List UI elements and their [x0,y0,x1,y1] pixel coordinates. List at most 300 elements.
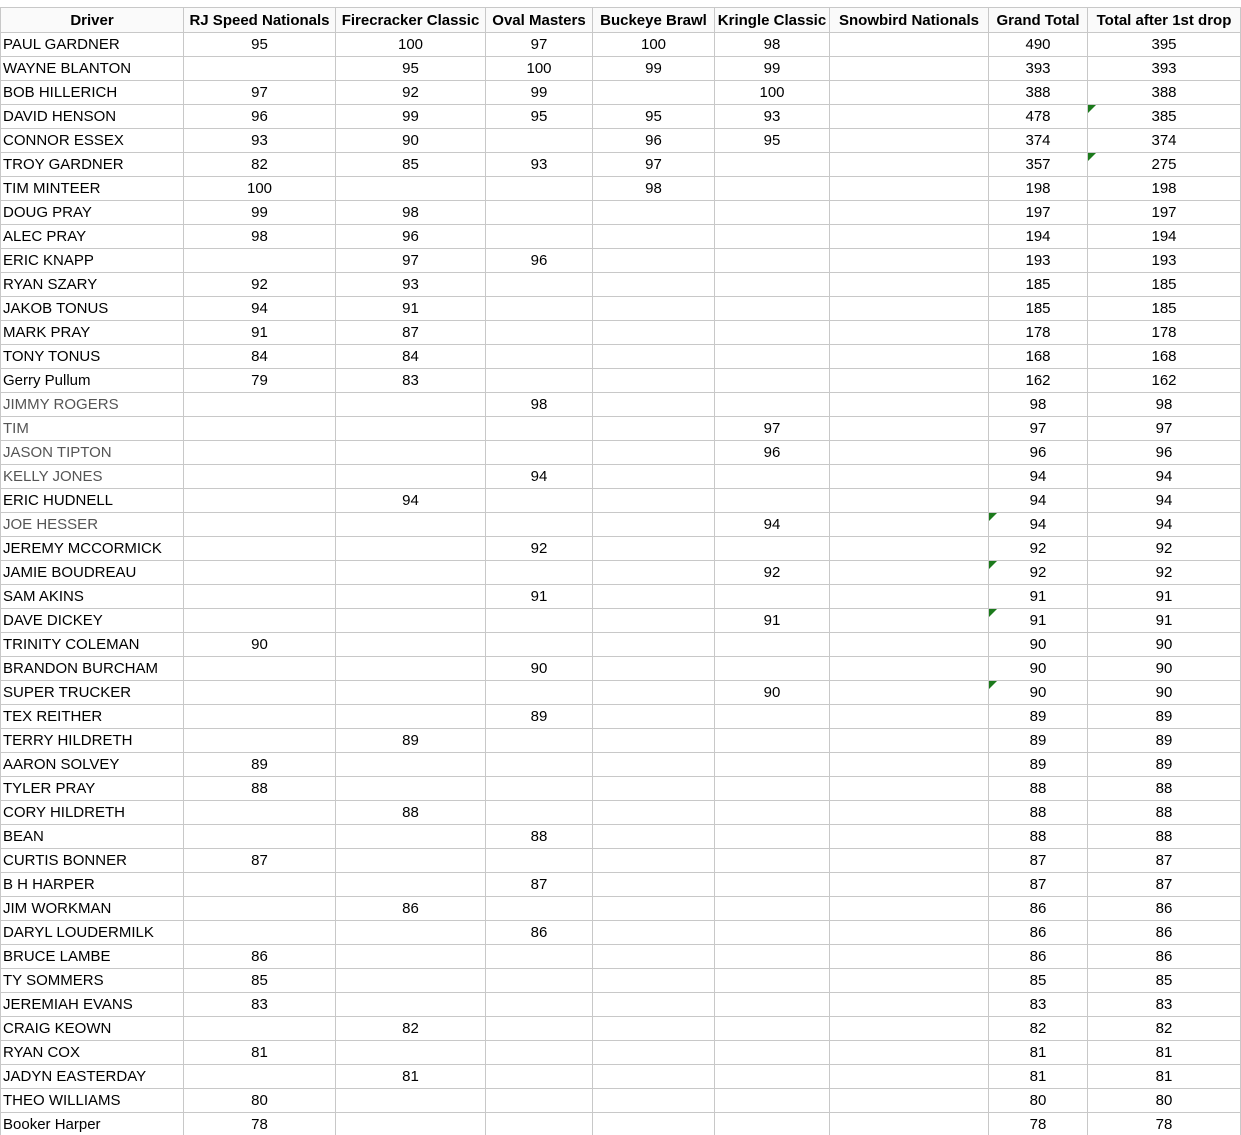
score-cell[interactable] [184,129,336,153]
score-cell[interactable] [486,633,593,657]
score-cell[interactable] [486,201,593,225]
comment-indicator-icon[interactable] [989,561,997,569]
score-cell[interactable] [1088,969,1241,993]
score-cell[interactable] [184,561,336,585]
score-cell[interactable] [336,513,486,537]
score-cell[interactable] [593,249,715,273]
score-cell[interactable] [1088,825,1241,849]
score-cell[interactable] [715,177,830,201]
score-cell[interactable] [593,921,715,945]
score-cell[interactable] [336,225,486,249]
score-cell[interactable] [336,201,486,225]
score-cell[interactable] [593,657,715,681]
score-cell[interactable] [1088,81,1241,105]
score-cell[interactable] [184,1017,336,1041]
score-cell[interactable] [1088,609,1241,633]
score-cell[interactable] [486,777,593,801]
score-cell[interactable] [989,321,1088,345]
score-cell[interactable] [1088,993,1241,1017]
score-cell[interactable] [486,753,593,777]
score-cell[interactable] [830,561,989,585]
score-cell[interactable] [336,1065,486,1089]
score-cell[interactable] [830,753,989,777]
score-cell[interactable] [184,1113,336,1135]
score-cell[interactable] [336,1113,486,1135]
score-cell[interactable] [336,57,486,81]
score-cell[interactable] [593,369,715,393]
score-cell[interactable] [184,153,336,177]
score-cell[interactable] [336,1089,486,1113]
score-cell[interactable] [989,129,1088,153]
score-cell[interactable] [715,417,830,441]
score-cell[interactable] [486,897,593,921]
score-cell[interactable] [830,369,989,393]
score-cell[interactable] [184,825,336,849]
score-cell[interactable] [336,969,486,993]
score-cell[interactable] [184,657,336,681]
score-cell[interactable] [486,681,593,705]
score-cell[interactable] [1088,921,1241,945]
score-cell[interactable] [989,921,1088,945]
score-cell[interactable] [184,753,336,777]
score-cell[interactable] [715,153,830,177]
driver-name-cell[interactable]: JADYN EASTERDAY [1,1065,184,1089]
score-cell[interactable] [715,1041,830,1065]
score-cell[interactable] [989,1113,1088,1135]
score-cell[interactable] [486,57,593,81]
driver-name-cell[interactable]: SAM AKINS [1,585,184,609]
score-cell[interactable] [486,873,593,897]
score-cell[interactable] [486,945,593,969]
score-cell[interactable] [989,849,1088,873]
score-cell[interactable] [336,153,486,177]
score-cell[interactable] [593,537,715,561]
score-cell[interactable] [989,105,1088,129]
score-cell[interactable] [715,633,830,657]
driver-name-cell[interactable]: BRUCE LAMBE [1,945,184,969]
score-cell[interactable] [486,297,593,321]
score-cell[interactable] [989,513,1088,537]
score-cell[interactable] [830,537,989,561]
score-cell[interactable] [336,297,486,321]
driver-name-cell[interactable]: THEO WILLIAMS [1,1089,184,1113]
score-cell[interactable] [715,825,830,849]
score-cell[interactable] [1088,57,1241,81]
score-cell[interactable] [715,921,830,945]
score-cell[interactable] [989,729,1088,753]
score-cell[interactable] [336,753,486,777]
score-cell[interactable] [1088,537,1241,561]
score-cell[interactable] [593,801,715,825]
score-cell[interactable] [715,369,830,393]
score-cell[interactable] [593,585,715,609]
score-cell[interactable] [336,801,486,825]
driver-name-cell[interactable]: TONY TONUS [1,345,184,369]
score-cell[interactable] [1088,1041,1241,1065]
score-cell[interactable] [830,513,989,537]
score-cell[interactable] [989,633,1088,657]
score-cell[interactable] [336,177,486,201]
score-cell[interactable] [830,273,989,297]
score-cell[interactable] [593,129,715,153]
column-header[interactable]: Oval Masters [486,8,593,33]
score-cell[interactable] [1088,249,1241,273]
comment-indicator-icon[interactable] [1088,153,1096,161]
score-cell[interactable] [336,873,486,897]
score-cell[interactable] [989,177,1088,201]
score-cell[interactable] [1088,129,1241,153]
driver-name-cell[interactable]: JIMMY ROGERS [1,393,184,417]
comment-indicator-icon[interactable] [1088,105,1096,113]
score-cell[interactable] [593,393,715,417]
score-cell[interactable] [184,465,336,489]
score-cell[interactable] [830,609,989,633]
score-cell[interactable] [336,273,486,297]
driver-name-cell[interactable]: TEX REITHER [1,705,184,729]
score-cell[interactable] [1088,201,1241,225]
driver-name-cell[interactable]: BOB HILLERICH [1,81,184,105]
score-cell[interactable] [989,297,1088,321]
score-cell[interactable] [715,1089,830,1113]
score-cell[interactable] [593,513,715,537]
score-cell[interactable] [184,81,336,105]
score-cell[interactable] [336,633,486,657]
score-cell[interactable] [486,1041,593,1065]
score-cell[interactable] [486,33,593,57]
score-cell[interactable] [1088,873,1241,897]
score-cell[interactable] [989,81,1088,105]
score-cell[interactable] [830,897,989,921]
driver-name-cell[interactable]: DARYL LOUDERMILK [1,921,184,945]
score-cell[interactable] [989,33,1088,57]
score-cell[interactable] [336,369,486,393]
driver-name-cell[interactable]: JASON TIPTON [1,441,184,465]
score-cell[interactable] [486,585,593,609]
score-cell[interactable] [593,969,715,993]
score-cell[interactable] [830,345,989,369]
score-cell[interactable] [715,201,830,225]
score-cell[interactable] [184,201,336,225]
score-cell[interactable] [989,537,1088,561]
driver-name-cell[interactable]: BRANDON BURCHAM [1,657,184,681]
score-cell[interactable] [715,249,830,273]
score-cell[interactable] [486,465,593,489]
score-cell[interactable] [1088,633,1241,657]
score-cell[interactable] [593,729,715,753]
score-cell[interactable] [486,489,593,513]
score-cell[interactable] [336,33,486,57]
score-cell[interactable] [989,393,1088,417]
driver-name-cell[interactable]: PAUL GARDNER [1,33,184,57]
score-cell[interactable] [593,465,715,489]
score-cell[interactable] [1088,513,1241,537]
score-cell[interactable] [486,537,593,561]
score-cell[interactable] [1088,225,1241,249]
driver-name-cell[interactable]: CURTIS BONNER [1,849,184,873]
score-cell[interactable] [715,393,830,417]
score-cell[interactable] [830,825,989,849]
score-cell[interactable] [715,969,830,993]
score-cell[interactable] [336,921,486,945]
score-cell[interactable] [593,849,715,873]
score-cell[interactable] [336,897,486,921]
score-cell[interactable] [715,681,830,705]
score-cell[interactable] [989,1017,1088,1041]
score-cell[interactable] [1088,321,1241,345]
score-cell[interactable] [184,297,336,321]
score-cell[interactable] [715,273,830,297]
score-cell[interactable] [593,993,715,1017]
score-cell[interactable] [184,249,336,273]
score-cell[interactable] [184,945,336,969]
score-cell[interactable] [715,1017,830,1041]
score-cell[interactable] [715,801,830,825]
score-cell[interactable] [486,705,593,729]
score-cell[interactable] [715,705,830,729]
score-cell[interactable] [830,729,989,753]
score-cell[interactable] [830,873,989,897]
driver-name-cell[interactable]: JEREMIAH EVANS [1,993,184,1017]
score-cell[interactable] [593,273,715,297]
driver-name-cell[interactable]: DAVE DICKEY [1,609,184,633]
score-cell[interactable] [336,393,486,417]
score-cell[interactable] [715,1065,830,1089]
driver-name-cell[interactable]: TIM [1,417,184,441]
score-cell[interactable] [184,177,336,201]
score-cell[interactable] [830,153,989,177]
score-cell[interactable] [989,249,1088,273]
driver-name-cell[interactable]: RYAN SZARY [1,273,184,297]
score-cell[interactable] [830,801,989,825]
score-cell[interactable] [184,1089,336,1113]
driver-name-cell[interactable]: CORY HILDRETH [1,801,184,825]
score-cell[interactable] [715,897,830,921]
score-cell[interactable] [184,777,336,801]
score-cell[interactable] [1088,705,1241,729]
score-cell[interactable] [989,345,1088,369]
score-cell[interactable] [715,993,830,1017]
driver-name-cell[interactable]: AARON SOLVEY [1,753,184,777]
driver-name-cell[interactable]: CONNOR ESSEX [1,129,184,153]
score-cell[interactable] [336,945,486,969]
score-cell[interactable] [336,129,486,153]
score-cell[interactable] [593,105,715,129]
score-cell[interactable] [1088,1017,1241,1041]
score-cell[interactable] [184,801,336,825]
score-cell[interactable] [989,1089,1088,1113]
score-cell[interactable] [1088,297,1241,321]
score-cell[interactable] [1088,105,1241,129]
driver-name-cell[interactable]: B H HARPER [1,873,184,897]
score-cell[interactable] [989,681,1088,705]
score-cell[interactable] [989,897,1088,921]
score-cell[interactable] [830,489,989,513]
score-cell[interactable] [336,81,486,105]
score-cell[interactable] [336,465,486,489]
driver-name-cell[interactable]: BEAN [1,825,184,849]
score-cell[interactable] [989,585,1088,609]
score-cell[interactable] [593,681,715,705]
score-cell[interactable] [184,441,336,465]
score-cell[interactable] [184,729,336,753]
score-cell[interactable] [715,465,830,489]
score-cell[interactable] [1088,441,1241,465]
score-cell[interactable] [715,57,830,81]
score-cell[interactable] [1088,345,1241,369]
score-cell[interactable] [184,393,336,417]
score-cell[interactable] [830,921,989,945]
score-cell[interactable] [184,705,336,729]
score-cell[interactable] [715,489,830,513]
score-cell[interactable] [989,993,1088,1017]
driver-name-cell[interactable]: JIM WORKMAN [1,897,184,921]
score-cell[interactable] [989,465,1088,489]
score-cell[interactable] [830,1113,989,1135]
driver-name-cell[interactable]: ERIC HUDNELL [1,489,184,513]
score-cell[interactable] [715,321,830,345]
score-cell[interactable] [336,993,486,1017]
score-cell[interactable] [486,1113,593,1135]
score-cell[interactable] [336,609,486,633]
score-cell[interactable] [184,849,336,873]
score-cell[interactable] [715,513,830,537]
score-cell[interactable] [593,297,715,321]
score-cell[interactable] [715,777,830,801]
score-cell[interactable] [989,273,1088,297]
score-cell[interactable] [1088,33,1241,57]
score-cell[interactable] [830,81,989,105]
score-cell[interactable] [593,57,715,81]
score-cell[interactable] [593,1089,715,1113]
score-cell[interactable] [486,129,593,153]
score-cell[interactable] [184,225,336,249]
score-cell[interactable] [486,249,593,273]
score-cell[interactable] [830,1065,989,1089]
score-cell[interactable] [715,873,830,897]
score-cell[interactable] [336,489,486,513]
driver-name-cell[interactable]: CRAIG KEOWN [1,1017,184,1041]
driver-name-cell[interactable]: TROY GARDNER [1,153,184,177]
score-cell[interactable] [830,105,989,129]
score-cell[interactable] [989,801,1088,825]
score-cell[interactable] [989,705,1088,729]
score-cell[interactable] [830,177,989,201]
score-cell[interactable] [830,633,989,657]
score-cell[interactable] [184,873,336,897]
driver-name-cell[interactable]: DOUG PRAY [1,201,184,225]
score-cell[interactable] [593,225,715,249]
score-cell[interactable] [336,585,486,609]
score-cell[interactable] [184,57,336,81]
score-cell[interactable] [715,225,830,249]
score-cell[interactable] [486,969,593,993]
score-cell[interactable] [830,945,989,969]
score-cell[interactable] [184,1041,336,1065]
score-cell[interactable] [830,1017,989,1041]
score-cell[interactable] [486,345,593,369]
column-header[interactable]: Driver [1,8,184,33]
score-cell[interactable] [336,417,486,441]
score-cell[interactable] [830,969,989,993]
score-cell[interactable] [989,609,1088,633]
score-cell[interactable] [486,273,593,297]
score-cell[interactable] [593,1065,715,1089]
score-cell[interactable] [336,705,486,729]
comment-indicator-icon[interactable] [989,681,997,689]
score-cell[interactable] [989,369,1088,393]
score-cell[interactable] [593,897,715,921]
score-cell[interactable] [336,681,486,705]
score-cell[interactable] [336,729,486,753]
score-cell[interactable] [830,705,989,729]
score-cell[interactable] [184,633,336,657]
score-cell[interactable] [184,585,336,609]
score-cell[interactable] [989,57,1088,81]
score-cell[interactable] [593,753,715,777]
score-cell[interactable] [1088,153,1241,177]
score-cell[interactable] [184,681,336,705]
score-cell[interactable] [830,657,989,681]
score-cell[interactable] [593,1041,715,1065]
score-cell[interactable] [593,945,715,969]
score-cell[interactable] [593,777,715,801]
score-cell[interactable] [715,537,830,561]
score-cell[interactable] [486,1089,593,1113]
score-cell[interactable] [1088,1065,1241,1089]
score-cell[interactable] [486,441,593,465]
score-cell[interactable] [593,1017,715,1041]
score-cell[interactable] [1088,657,1241,681]
score-cell[interactable] [830,465,989,489]
score-cell[interactable] [184,513,336,537]
score-cell[interactable] [593,561,715,585]
score-cell[interactable] [486,921,593,945]
score-cell[interactable] [1088,897,1241,921]
score-cell[interactable] [486,561,593,585]
score-cell[interactable] [830,33,989,57]
driver-name-cell[interactable]: JAKOB TONUS [1,297,184,321]
score-cell[interactable] [1088,273,1241,297]
driver-name-cell[interactable]: TRINITY COLEMAN [1,633,184,657]
score-cell[interactable] [486,417,593,441]
score-cell[interactable] [715,945,830,969]
driver-name-cell[interactable]: JEREMY MCCORMICK [1,537,184,561]
score-cell[interactable] [830,681,989,705]
driver-name-cell[interactable]: JAMIE BOUDREAU [1,561,184,585]
score-cell[interactable] [593,873,715,897]
score-cell[interactable] [336,1017,486,1041]
comment-indicator-icon[interactable] [989,609,997,617]
score-cell[interactable] [715,1113,830,1135]
score-cell[interactable] [715,849,830,873]
driver-name-cell[interactable]: TERRY HILDRETH [1,729,184,753]
column-header[interactable]: Snowbird Nationals [830,8,989,33]
score-cell[interactable] [486,225,593,249]
score-cell[interactable] [593,1113,715,1135]
score-cell[interactable] [184,921,336,945]
score-cell[interactable] [184,897,336,921]
score-cell[interactable] [593,489,715,513]
score-cell[interactable] [184,273,336,297]
score-cell[interactable] [989,489,1088,513]
score-cell[interactable] [486,801,593,825]
score-cell[interactable] [989,969,1088,993]
driver-name-cell[interactable]: Gerry Pullum [1,369,184,393]
score-cell[interactable] [989,873,1088,897]
score-cell[interactable] [830,849,989,873]
score-cell[interactable] [830,585,989,609]
score-cell[interactable] [715,561,830,585]
